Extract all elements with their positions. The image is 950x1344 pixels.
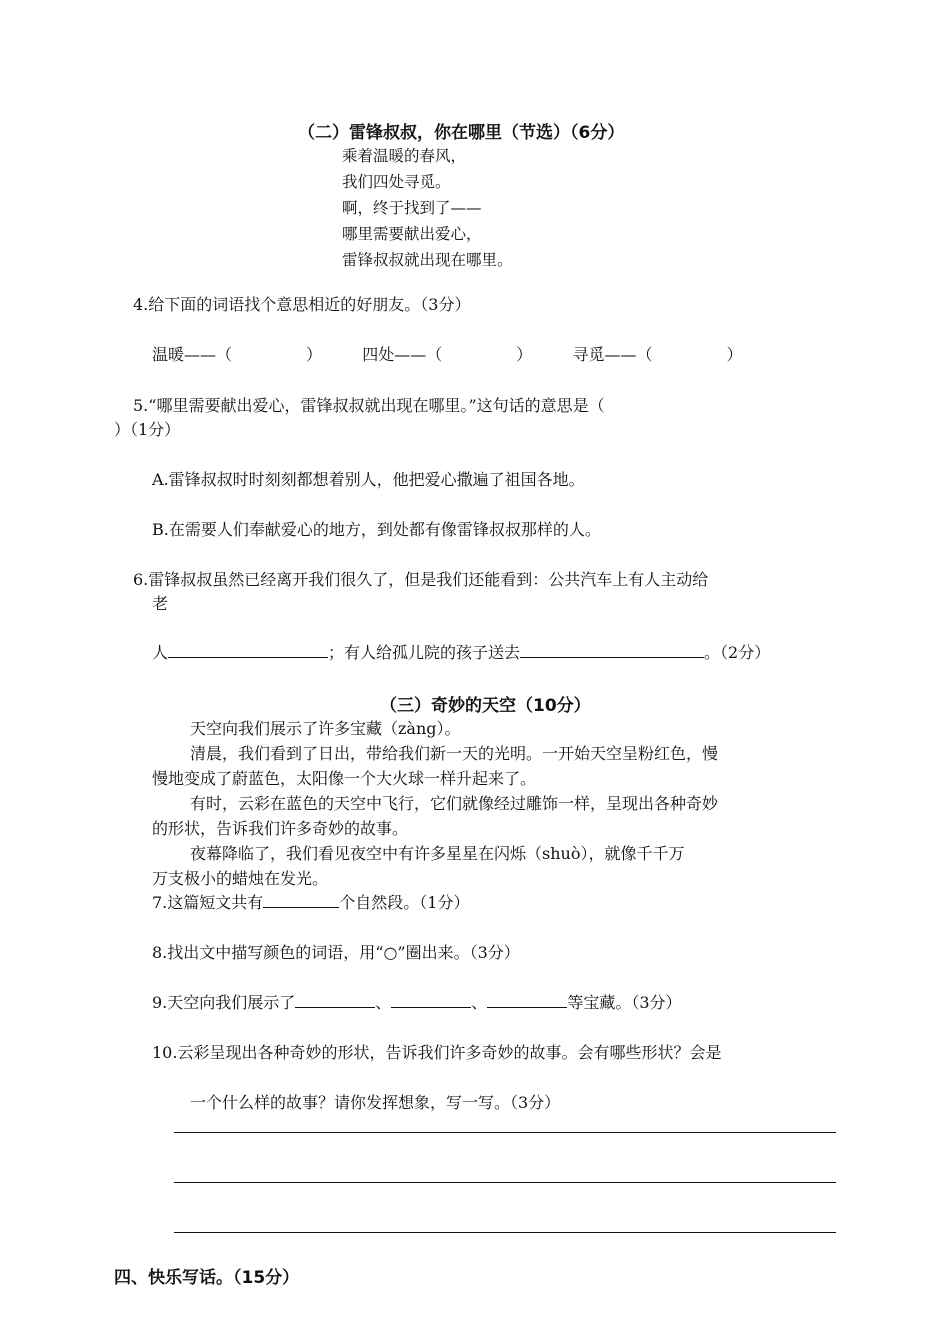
writing-line-2[interactable] — [174, 1182, 836, 1183]
passage-p1: 天空向我们展示了许多宝藏（zàng）。 — [190, 719, 461, 738]
q4-synonyms: 温暖——（ ） 四处——（ ） 寻觅——（ ） — [152, 345, 743, 364]
q9-blank-1[interactable] — [295, 990, 375, 1008]
question-6-line-1: 6.雷锋叔叔虽然已经离开我们很久了，但是我们还能看到：公共汽车上有人主动给 — [133, 570, 709, 589]
section-3-title: （三）奇妙的天空（10分） — [380, 696, 591, 716]
passage-p2-line-2: 慢地变成了蔚蓝色，太阳像一个大火球一样升起来了。 — [152, 769, 537, 788]
q4-word-2: 四处——（ — [362, 345, 443, 364]
passage-p2-line-1: 清晨，我们看到了日出，带给我们新一天的光明。一开始天空呈粉红色，慢 — [190, 744, 719, 763]
q5-option-a: A.雷锋叔叔时时刻刻都想着别人，他把爱心撒遍了祖国各地。 — [152, 470, 585, 489]
poem-line-2: 我们四处寻觅。 — [342, 173, 451, 191]
passage-p3-line-2: 的形状，告诉我们许多奇妙的故事。 — [152, 819, 409, 838]
writing-line-3[interactable] — [174, 1232, 836, 1233]
question-8: 8.找出文中描写颜色的词语，用“○”圈出来。（3分） — [152, 943, 520, 962]
passage-p4-line-1: 夜幕降临了，我们看见夜空中有许多星星在闪烁（shuò），就像千千万 — [190, 844, 685, 863]
passage-p3-line-1: 有时，云彩在蓝色的天空中飞行，它们就像经过雕饰一样，呈现出各种奇妙 — [190, 794, 719, 813]
question-7: 7.这篇短文共有 个自然段。（1分） — [152, 890, 469, 913]
question-6-line-2: 老 — [152, 594, 169, 613]
section-4-title: 四、快乐写话。（15分） — [114, 1268, 300, 1288]
question-10-line-2: 一个什么样的故事？请你发挥想象，写一写。（3分） — [190, 1093, 561, 1112]
q9-blank-2[interactable] — [391, 990, 471, 1008]
question-4: 4.给下面的词语找个意思相近的好朋友。（3分） — [133, 295, 471, 314]
q4-word-1: 温暖——（ — [152, 345, 233, 364]
writing-line-1[interactable] — [174, 1132, 836, 1133]
poem-line-3: 啊，终于找到了—— — [342, 199, 482, 217]
q9-blank-3[interactable] — [487, 990, 567, 1008]
q7-blank[interactable] — [263, 890, 339, 908]
poem-line-4: 哪里需要献出爱心， — [342, 225, 482, 243]
question-9: 9.天空向我们展示了 、 、 等宝藏。（3分） — [152, 990, 682, 1013]
q5-option-b: B.在需要人们奉献爱心的地方，到处都有像雷锋叔叔那样的人。 — [152, 520, 601, 539]
question-5-line-2: ）（1分） — [114, 420, 181, 439]
poem-line-1: 乘着温暖的春风， — [342, 147, 467, 165]
question-6-line-3: 人 ；有人给孤儿院的孩子送去 。（2分） — [152, 640, 770, 663]
section-2-title: （二）雷锋叔叔，你在哪里（节选）（6分） — [298, 123, 625, 143]
q4-word-3: 寻觅——（ — [572, 345, 653, 364]
q6-blank-1[interactable] — [168, 640, 328, 658]
q6-blank-2[interactable] — [520, 640, 704, 658]
poem-line-5: 雷锋叔叔就出现在哪里。 — [342, 251, 513, 269]
passage-p4-line-2: 万支极小的蜡烛在发光。 — [152, 869, 329, 888]
question-10-line-1: 10.云彩呈现出各种奇妙的形状，告诉我们许多奇妙的故事。会有哪些形状？会是 — [152, 1043, 722, 1062]
question-5-line-1: 5.“哪里需要献出爱心，雷锋叔叔就出现在哪里。”这句话的意思是（ — [133, 396, 605, 415]
